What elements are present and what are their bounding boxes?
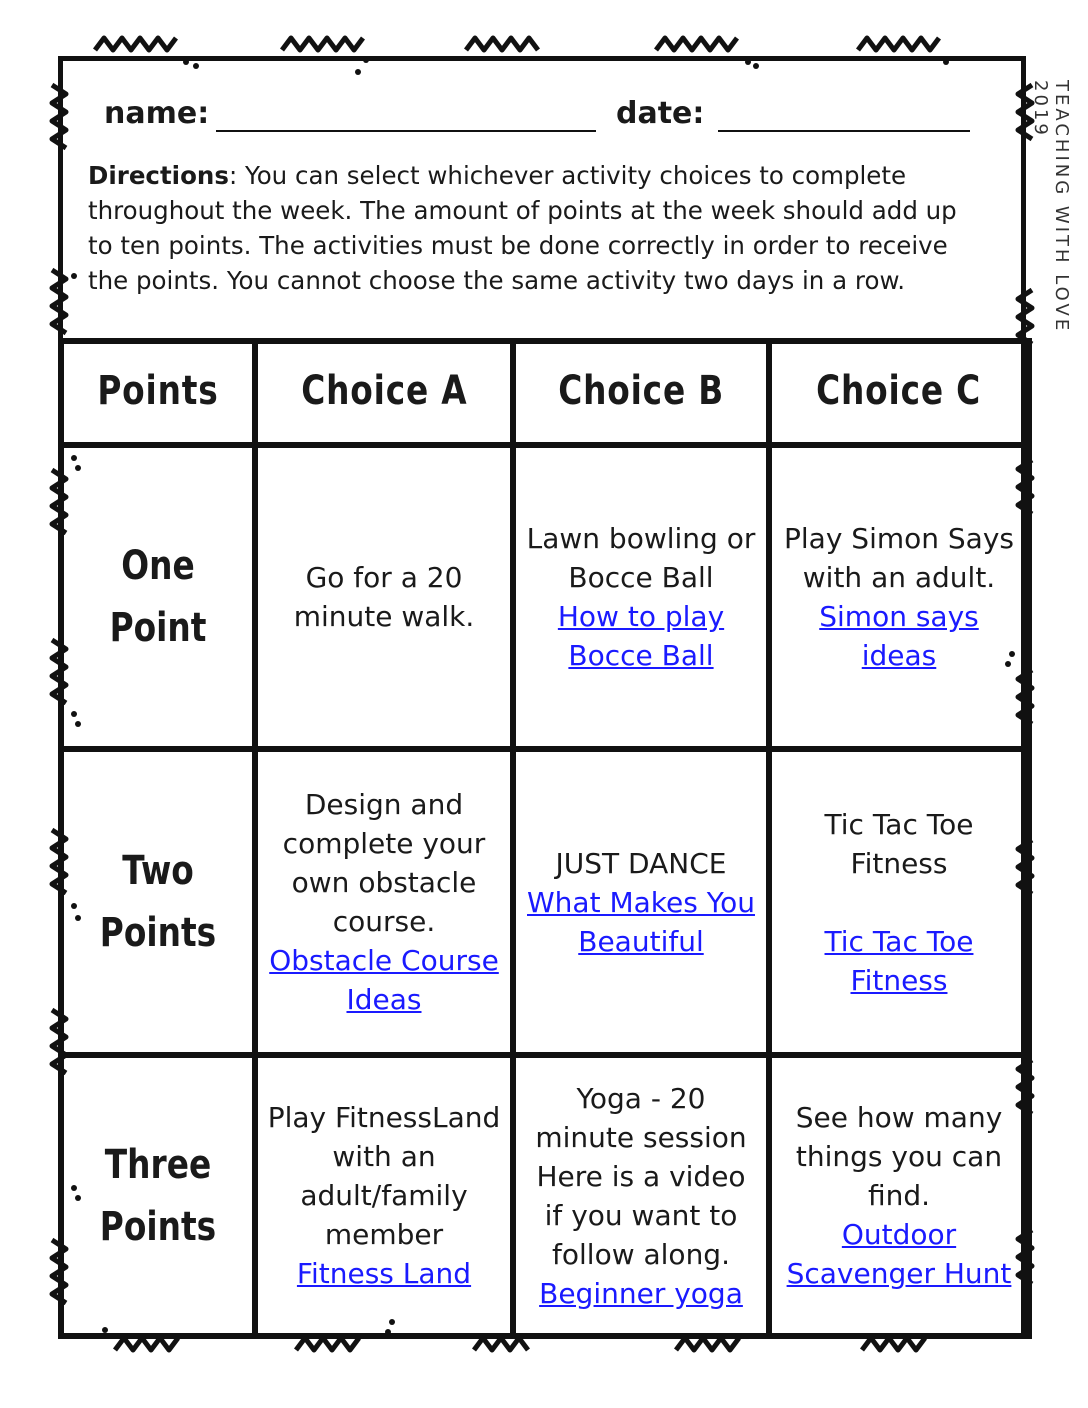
- activity-cell: [255, 445, 513, 749]
- activity-text: Yoga - 20 minute session Here is a video if you want to follow along.: [535, 1081, 747, 1271]
- directions-paragraph: [88, 158, 988, 298]
- activity-link[interactable]: Simon says ideas: [819, 600, 979, 672]
- activity-cell: [513, 445, 769, 749]
- activity-text: Tic Tac Toe Fitness: [824, 807, 974, 880]
- points-cell: Two Points: [61, 749, 255, 1055]
- activity-cell: [255, 749, 513, 1055]
- activity-link[interactable]: Outdoor Scavenger Hunt: [786, 1218, 1012, 1290]
- spacer: [780, 883, 1018, 922]
- activity-cell: [255, 1055, 513, 1336]
- activity-text: Lawn bowling or Bocce Ball: [526, 522, 756, 594]
- date-field[interactable]: [718, 130, 970, 132]
- watermark-text: TEACHING WITH LOVE 2019: [1030, 80, 1072, 334]
- table-row: [61, 445, 1029, 749]
- activity-cell: [769, 445, 1029, 749]
- points-cell: One Point: [61, 445, 255, 749]
- activity-text: Go for a 20 minute walk.: [293, 561, 475, 633]
- activity-cell: [513, 1055, 769, 1336]
- date-label: date:: [616, 96, 705, 131]
- header-choice-c: Choice C: [769, 341, 1029, 445]
- activity-cell: [513, 749, 769, 1055]
- activity-link[interactable]: Obstacle Course Ideas: [269, 944, 499, 1016]
- activity-text: JUST DANCE: [555, 846, 727, 880]
- header-choice-b: Choice B: [513, 341, 769, 445]
- activity-link[interactable]: How to play Bocce Ball: [557, 600, 725, 672]
- directions-label: Directions: [88, 161, 229, 190]
- activity-link[interactable]: What Makes You Beautiful: [527, 885, 755, 958]
- activity-text: Play FitnessLand with an adult/family member: [267, 1101, 501, 1251]
- activity-text: Play Simon Says with an adult.: [784, 522, 1014, 594]
- activity-link[interactable]: Beginner yoga: [539, 1276, 743, 1310]
- header-choice-a: Choice A: [255, 341, 513, 445]
- name-field[interactable]: [216, 130, 596, 132]
- header-points: Points: [61, 341, 255, 445]
- activity-link[interactable]: Tic Tac Toe Fitness: [824, 924, 974, 997]
- directions-text: : You can select whichever activity choices to complete throughout the week. The amount of points at the week should add up to ten points. The activities must be done correctly in order to receive the points. You cannot choose the same activity two days in a row.: [88, 161, 957, 295]
- name-label: name:: [104, 96, 210, 131]
- activity-cell: [769, 749, 1029, 1055]
- activity-cell: [769, 1055, 1029, 1336]
- activity-text: See how many things you can find.: [795, 1101, 1003, 1212]
- activity-link[interactable]: Fitness Land: [296, 1257, 472, 1290]
- activity-text: Design and complete your own obstacle course.: [282, 788, 486, 938]
- choice-board-table: [58, 338, 1032, 1339]
- points-cell: Three Points: [61, 1055, 255, 1336]
- table-header-row: [61, 341, 1029, 445]
- table-row: [61, 749, 1029, 1055]
- table-row: [61, 1055, 1029, 1336]
- header-row: [104, 94, 984, 142]
